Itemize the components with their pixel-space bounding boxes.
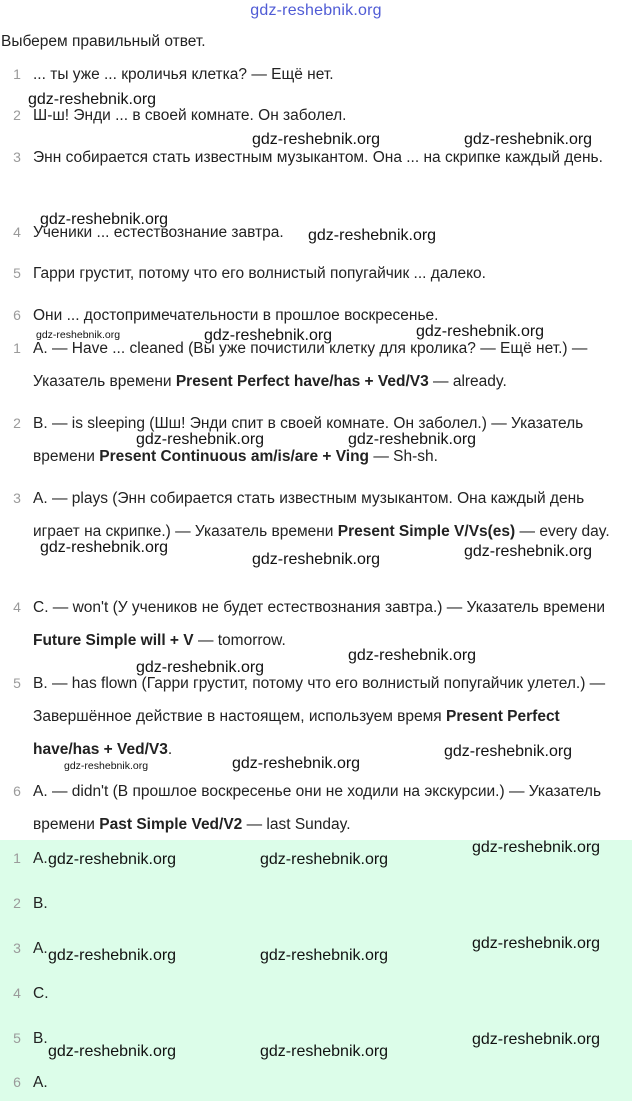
answer-number: 4 [13, 985, 21, 1001]
watermark: gdz-reshebnik.org [416, 323, 545, 340]
watermark: gdz-reshebnik.org [252, 551, 381, 568]
question-text: Ученики ... естествознание завтра. [33, 224, 284, 241]
answer-number: 3 [13, 940, 21, 956]
tense-formula: Present Perfect have/has + Ved/V3 [175, 373, 429, 390]
watermark: gdz-reshebnik.org [28, 91, 157, 108]
watermark: gdz-reshebnik.org [260, 851, 389, 868]
question-number: 6 [13, 307, 21, 323]
answer-number: 2 [13, 895, 21, 911]
explanation-number: 5 [13, 675, 21, 691]
watermark: gdz-reshebnik.org [48, 851, 177, 868]
answer-value: A. [33, 940, 48, 957]
explanation-text: B. — is sleeping (Шш! Энди спит в своей комнате. Он заболел.) — Указатель времени Present Continuous am/is/are + Ving — Sh-sh. [33, 415, 584, 465]
explanation-text: A. — didn't (В прошлое воскресенье они не ходили на экскурсии.) — Указатель времени Past Simple Ved/V2 — last Sunday. [33, 783, 602, 833]
watermark: gdz-reshebnik.org [472, 935, 601, 952]
question-text: Энн собирается стать известным музыкантом. Она ... на скрипке каждый день. [33, 149, 603, 166]
explanation-number: 3 [13, 490, 21, 506]
question-text: Они ... достопримечательности в прошлое воскресенье. [33, 307, 439, 324]
watermark: gdz-reshebnik.org [260, 1043, 389, 1060]
question-text: Ш-ш! Энди ... в своей комнате. Он заболел. [33, 107, 347, 124]
watermark: gdz-reshebnik.org [40, 539, 169, 556]
watermark: gdz-reshebnik.org [40, 211, 169, 228]
question-number: 2 [13, 107, 21, 123]
explanation-text: A. — plays (Энн собирается стать известным музыкантом. Она каждый день играет на скрипке.) — Указатель времени Present Simple V/Vs(es) — every day. [33, 490, 610, 540]
watermark: gdz-reshebnik.org [136, 431, 265, 448]
watermark: gdz-reshebnik.org [472, 839, 601, 856]
answers-panel [0, 840, 632, 1101]
tense-formula: Past Simple Ved/V2 [99, 816, 243, 833]
tense-formula: Future Simple will + V [33, 632, 194, 649]
tense-formula: Present Perfect have/has + Ved/V3 [33, 708, 560, 758]
explanation-number: 2 [13, 415, 21, 431]
watermark: gdz-reshebnik.org [260, 947, 389, 964]
watermark: gdz-reshebnik.org [136, 659, 265, 676]
question-text: ... ты уже ... кроличья клетка? — Ещё нет. [33, 66, 334, 83]
tense-formula: Present Simple V/Vs(es) [337, 523, 516, 540]
explanation-text: C. — won't (У учеников не будет естествознания завтра.) — Указатель времени Future Simple will + V — tomorrow. [33, 599, 606, 649]
watermark: gdz-reshebnik.org [64, 760, 149, 772]
answer-value: B. [33, 895, 48, 912]
watermark: gdz-reshebnik.org [48, 947, 177, 964]
explanation-text: B. — has flown (Гарри грустит, потому что его волнистый попугайчик улетел.) — Завершённое действие в настоящем, используем время Present Perfect have/has + Ved/V3. [33, 675, 606, 758]
watermark: gdz-reshebnik.org [464, 131, 593, 148]
explanation-number: 4 [13, 599, 21, 615]
answer-number: 6 [13, 1074, 21, 1090]
explanation-text: A. — Have ... cleaned (Вы уже почистили клетку для кролика? — Ещё нет.) — Указатель времени Present Perfect have/has + Ved/V3 — already. [33, 340, 588, 390]
watermark: gdz-reshebnik.org [36, 329, 121, 341]
question-text: Гарри грустит, потому что его волнистый попугайчик ... далеко. [33, 265, 486, 282]
watermark: gdz-reshebnik.org [48, 1043, 177, 1060]
question-number: 1 [13, 66, 21, 82]
watermark: gdz-reshebnik.org [204, 327, 333, 344]
question-number: 5 [13, 265, 21, 281]
answer-value: B. [33, 1030, 48, 1047]
intro-text: Выберем правильный ответ. [1, 33, 206, 50]
watermark: gdz-reshebnik.org [464, 543, 593, 560]
explanation-number: 1 [13, 340, 21, 356]
watermark: gdz-reshebnik.org [348, 431, 477, 448]
explanation-number: 6 [13, 783, 21, 799]
watermark: gdz-reshebnik.org [308, 227, 437, 244]
watermark: gdz-reshebnik.org [444, 743, 573, 760]
answer-value: C. [33, 985, 49, 1002]
question-number: 4 [13, 224, 21, 240]
question-number: 3 [13, 149, 21, 165]
site-title: gdz-reshebnik.org [250, 2, 382, 19]
answer-number: 1 [13, 850, 21, 866]
watermark: gdz-reshebnik.org [472, 1031, 601, 1048]
answer-number: 5 [13, 1030, 21, 1046]
answer-value: A. [33, 850, 48, 867]
watermark: gdz-reshebnik.org [252, 131, 381, 148]
watermark: gdz-reshebnik.org [348, 647, 477, 664]
tense-formula: Present Continuous am/is/are + Ving [99, 448, 370, 465]
watermark: gdz-reshebnik.org [232, 755, 361, 772]
answer-value: A. [33, 1074, 48, 1091]
